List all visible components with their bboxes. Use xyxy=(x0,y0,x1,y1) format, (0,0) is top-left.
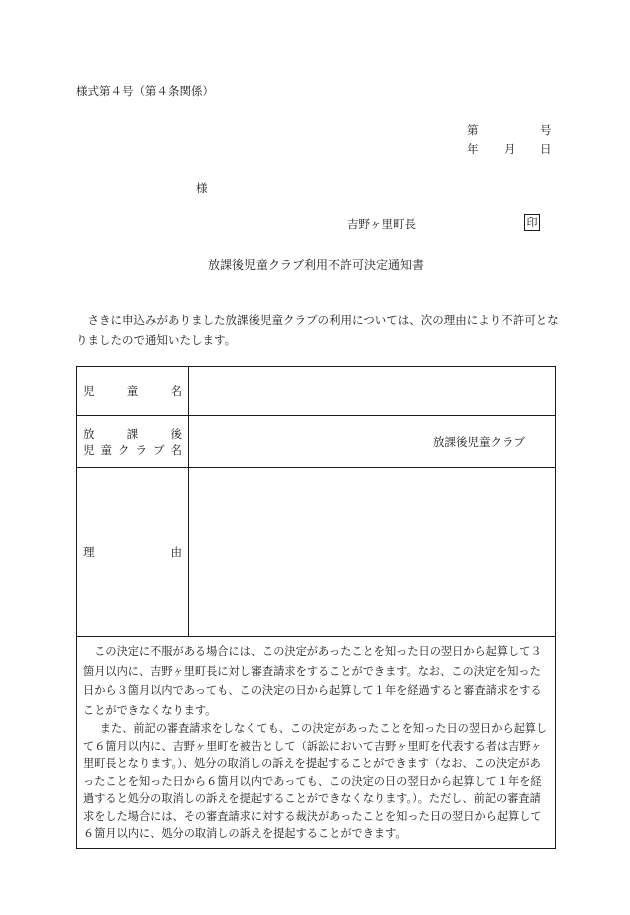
issuer-name: 吉野ヶ里町長 xyxy=(347,217,416,231)
notification-table xyxy=(76,366,556,849)
club-name-field[interactable]: 放課後児童クラブ xyxy=(189,416,556,468)
reason-label xyxy=(77,468,189,637)
form-number: 様式第４号（第４条関係） xyxy=(76,84,214,98)
label-char: 童 xyxy=(100,442,112,457)
appeal-notice-row xyxy=(77,637,556,849)
intro-text xyxy=(76,310,560,350)
reason-row xyxy=(77,468,556,637)
label-char: 童 xyxy=(126,384,139,398)
date-month-label: 月 xyxy=(504,142,516,156)
label-char: 後 xyxy=(170,426,182,441)
appeal-paragraph-2: また、前記の審査請求をしなくても、この決定があったことを知った日の翌日から起算して６箇月以内に、吉野ヶ里町を被告として（訴訟において吉野ヶ里町を代表する者は吉野ヶ里町長となります。）、処分の取消しの訴えを提起することができます（なお、この決定があったことを知った日から６箇月以内であっても、この決定の日の翌日から起算して１年を経過すると処分の取消しの訴えを提起することができなくなります。）。ただし、前記の審査請求をした場合には、その審査請求に対する裁決があったことを知った日の翌日から起算して６箇月以内に、処分の取消しの訴えを提起することができます。 xyxy=(83,722,548,840)
appeal-notice xyxy=(77,637,556,849)
reason-field[interactable] xyxy=(189,468,556,637)
intro-paragraph: さきに申込みがありました放課後児童クラブの利用については、次の理由により不許可となりましたので通知いたします。 xyxy=(76,313,559,347)
label-char: 名 xyxy=(170,442,182,457)
label-char: 児 xyxy=(83,384,95,398)
document-number-suffix: 号 xyxy=(540,123,552,137)
document-number-label: 第 xyxy=(467,123,479,137)
club-label-line1 xyxy=(83,426,182,442)
label-char: 課 xyxy=(126,426,139,441)
label-char: 由 xyxy=(170,545,182,559)
date-day-label: 日 xyxy=(540,142,552,156)
addressee-suffix: 様 xyxy=(196,181,208,195)
label-char: ク xyxy=(118,442,130,457)
label-char: ラ xyxy=(135,442,147,457)
label-char: 理 xyxy=(83,545,95,559)
date-year-label: 年 xyxy=(467,142,479,156)
reason-label-chars xyxy=(83,544,182,560)
label-char: 児 xyxy=(83,442,95,457)
appeal-paragraph-1: この決定に不服がある場合には、この決定があったことを知った日の翌日から起算して３箇月以内に、吉野ヶ里町長に対し審査請求をすることができます。なお、この決定を知った日から３箇月以内であっても、この決定の日から起算して１年を経過すると審査請求をすることができなくなります。 xyxy=(83,645,542,717)
document-title: 放課後児童クラブ利用不許可決定通知書 xyxy=(208,258,425,272)
label-char: 名 xyxy=(170,384,182,398)
club-name-label xyxy=(77,416,189,468)
club-label-line2 xyxy=(83,442,182,458)
child-name-field[interactable] xyxy=(189,367,556,416)
label-char: 放 xyxy=(83,426,95,441)
child-name-row xyxy=(77,367,556,416)
label-char: ブ xyxy=(153,442,165,457)
child-name-label-chars xyxy=(83,383,182,399)
seal-stamp: 印 xyxy=(524,214,540,231)
child-name-label xyxy=(77,367,189,416)
club-name-row xyxy=(77,416,556,468)
